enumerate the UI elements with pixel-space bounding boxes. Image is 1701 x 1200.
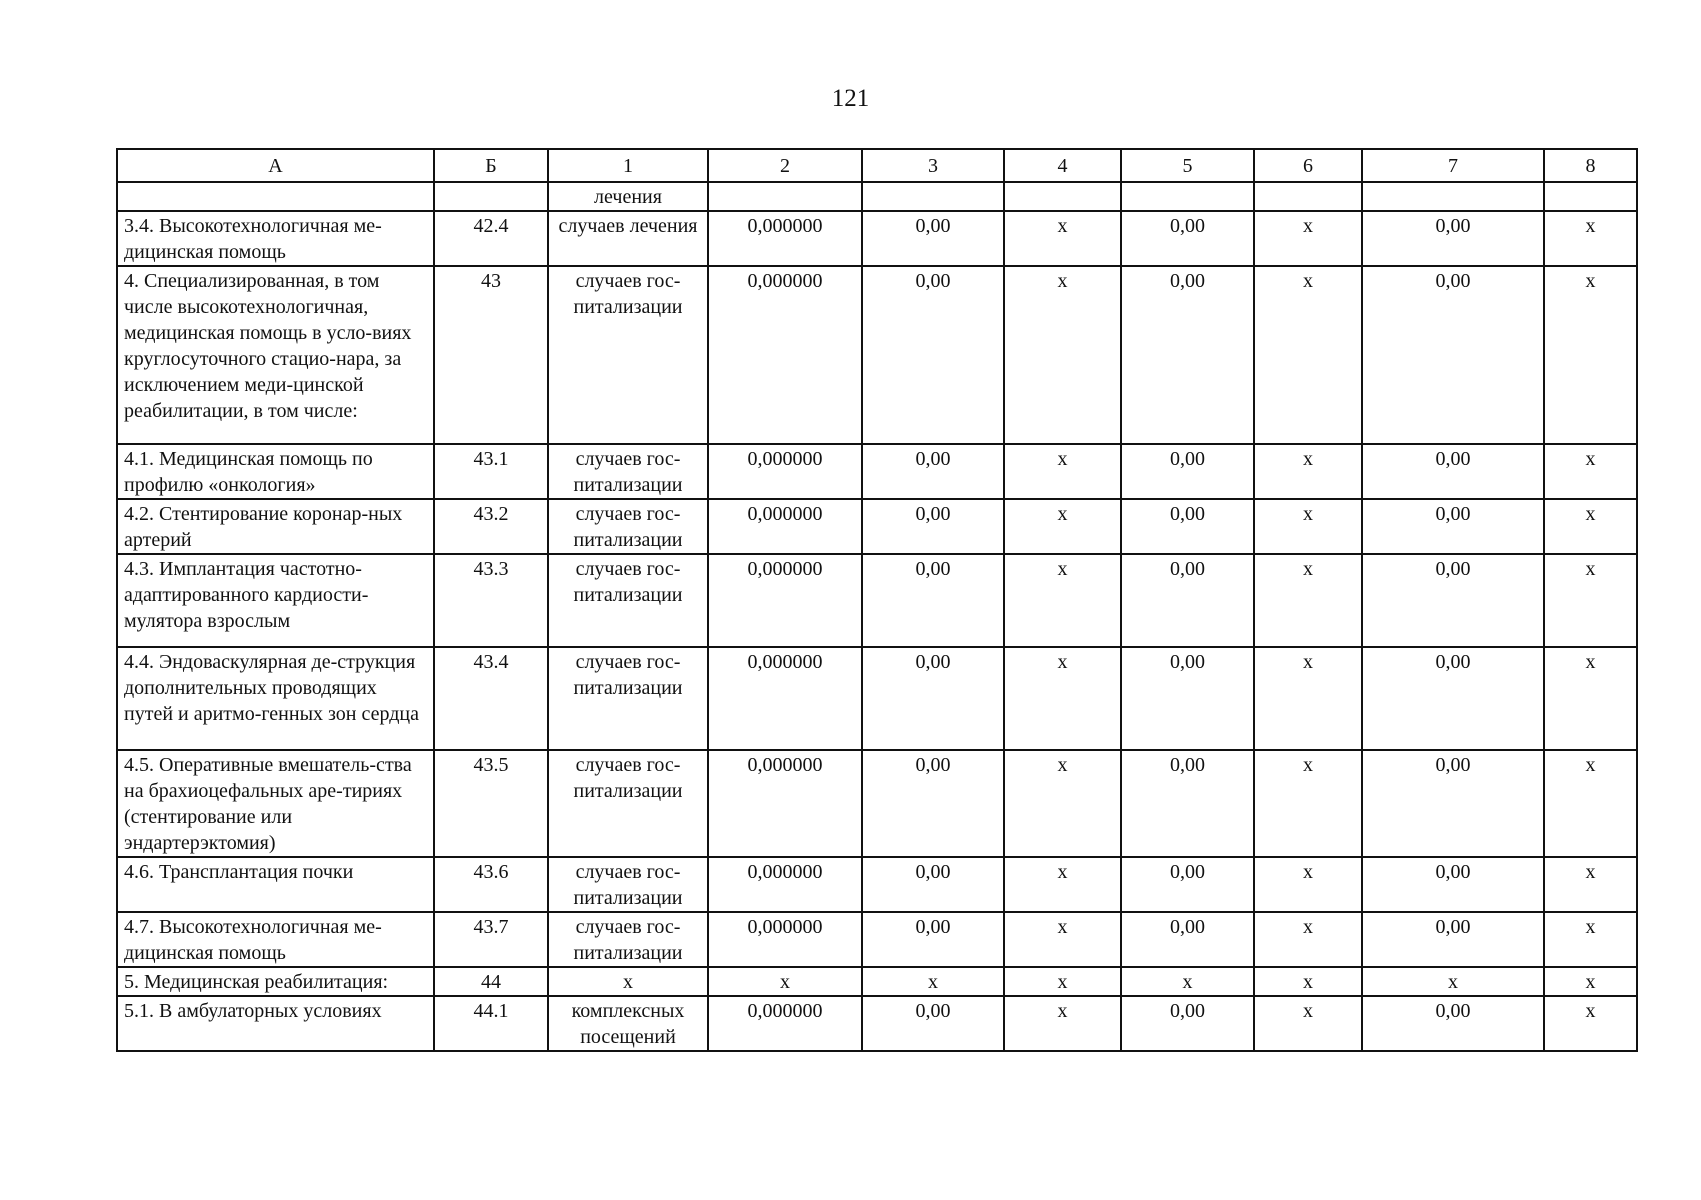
row-value: 0,000000 [708,647,862,750]
row-value: 0,00 [1362,750,1544,857]
table-row [117,444,1637,499]
row-value: 0,000000 [708,857,862,912]
row-value: 0,00 [1362,444,1544,499]
row-value: х [1544,857,1637,912]
row-unit: случаев гос-питализации [548,554,708,647]
page-number: 121 [831,85,870,112]
row-value: х [1254,967,1362,996]
row-value [1544,182,1637,211]
table-row [117,554,1637,647]
column-header: 6 [1254,149,1362,182]
table-row [117,182,1637,211]
row-value: 0,00 [1362,554,1544,647]
row-unit: комплексных посещений [548,996,708,1051]
row-value: 0,000000 [708,266,862,444]
row-value: 0,00 [1121,266,1254,444]
row-value: 0,00 [862,266,1004,444]
row-value: 0,00 [862,750,1004,857]
row-value: 0,00 [862,554,1004,647]
row-value [1004,182,1121,211]
row-value: 0,00 [1121,857,1254,912]
row-value: 0,000000 [708,996,862,1051]
row-name: 4.5. Оперативные вмешатель-ства на брахиоцефальных аре-тириях (стентирование или эндартерэктомия) [117,750,434,857]
row-value: х [1254,211,1362,266]
table-row [117,211,1637,266]
row-unit: лечения [548,182,708,211]
row-value: х [1004,647,1121,750]
row-name [117,182,434,211]
row-unit: случаев гос-питализации [548,647,708,750]
row-value: 0,00 [862,912,1004,967]
row-value [862,182,1004,211]
row-value: х [1004,266,1121,444]
row-value: 0,00 [1362,211,1544,266]
row-value: 0,00 [862,211,1004,266]
table-row [117,266,1637,444]
table-row [117,499,1637,554]
row-value: х [1004,554,1121,647]
table-row [117,857,1637,912]
row-code: 43.5 [434,750,548,857]
row-unit: случаев гос-питализации [548,444,708,499]
column-header: 5 [1121,149,1254,182]
row-value: 0,00 [1121,211,1254,266]
row-value: х [1254,912,1362,967]
row-value: 0,00 [862,647,1004,750]
row-value: х [1544,211,1637,266]
row-value: х [1004,912,1121,967]
row-value: х [1254,444,1362,499]
row-value: х [1004,750,1121,857]
row-value: х [1254,647,1362,750]
row-value: х [1544,912,1637,967]
row-unit: случаев гос-питализации [548,857,708,912]
column-header: Б [434,149,548,182]
row-unit: случаев гос-питализации [548,912,708,967]
column-header: 2 [708,149,862,182]
row-name: 4.7. Высокотехнологичная ме-дицинская помощь [117,912,434,967]
table-row [117,996,1637,1051]
row-value: 0,00 [1121,554,1254,647]
row-value: 0,00 [1121,499,1254,554]
row-code: 44.1 [434,996,548,1051]
row-unit: случаев гос-питализации [548,499,708,554]
row-unit: случаев гос-питализации [548,266,708,444]
row-value: х [1254,266,1362,444]
row-value: 0,00 [1121,996,1254,1051]
row-value: х [1544,647,1637,750]
row-value: 0,00 [1121,912,1254,967]
row-code: 44 [434,967,548,996]
row-value: 0,00 [1121,750,1254,857]
table-row [117,750,1637,857]
row-value: х [1544,996,1637,1051]
row-value: х [1004,967,1121,996]
row-value: 0,00 [1362,857,1544,912]
row-value: 0,00 [1362,266,1544,444]
row-value: 0,00 [862,444,1004,499]
table-row [117,967,1637,996]
row-value: 0,00 [862,499,1004,554]
row-value [1362,182,1544,211]
row-name: 4. Специализированная, в том числе высокотехнологичная, медицинская помощь в усло-виях круглосуточного стацио-нара, за исключением меди-цинской реабилитации, в том числе: [117,266,434,444]
row-value: х [1544,967,1637,996]
row-code [434,182,548,211]
row-code: 43.2 [434,499,548,554]
row-code: 42.4 [434,211,548,266]
row-value [1121,182,1254,211]
row-unit: случаев лечения [548,211,708,266]
row-value: 0,00 [1362,499,1544,554]
row-value: х [1254,499,1362,554]
row-value: х [862,967,1004,996]
row-unit: случаев гос-питализации [548,750,708,857]
table-row [117,912,1637,967]
row-value: х [1254,996,1362,1051]
column-header: 1 [548,149,708,182]
data-table [116,148,1638,1052]
row-name: 5.1. В амбулаторных условиях [117,996,434,1051]
row-code: 43.1 [434,444,548,499]
row-name: 4.6. Трансплантация почки [117,857,434,912]
row-value: х [1544,499,1637,554]
row-value: х [1254,554,1362,647]
row-value: 0,000000 [708,554,862,647]
column-header: 7 [1362,149,1544,182]
column-header: 4 [1004,149,1121,182]
row-value: х [1004,211,1121,266]
row-value: х [1004,444,1121,499]
row-unit: х [548,967,708,996]
row-value: 0,000000 [708,912,862,967]
row-value: 0,00 [862,857,1004,912]
row-name: 4.3. Имплантация частотно-адаптированного кардиости-мулятора взрослым [117,554,434,647]
table-header-row [117,149,1637,182]
column-header: 8 [1544,149,1637,182]
row-value: 0,00 [1121,647,1254,750]
row-value: х [1121,967,1254,996]
row-name: 3.4. Высокотехнологичная ме-дицинская помощь [117,211,434,266]
row-name: 4.1. Медицинская помощь по профилю «онкология» [117,444,434,499]
row-value: х [1544,750,1637,857]
row-value: х [1544,554,1637,647]
row-name: 4.4. Эндоваскулярная де-струкция дополнительных проводящих путей и аритмо-генных зон сердца [117,647,434,750]
row-value: 0,00 [1362,996,1544,1051]
row-value: 0,00 [862,996,1004,1051]
row-value: 0,000000 [708,444,862,499]
row-value: 0,00 [1362,912,1544,967]
row-code: 43.6 [434,857,548,912]
row-value [708,182,862,211]
row-value: х [1004,857,1121,912]
row-code: 43.7 [434,912,548,967]
row-name: 4.2. Стентирование коронар-ных артерий [117,499,434,554]
row-value: х [708,967,862,996]
row-name: 5. Медицинская реабилитация: [117,967,434,996]
row-code: 43 [434,266,548,444]
row-code: 43.4 [434,647,548,750]
row-value: 0,00 [1362,647,1544,750]
row-value: х [1544,266,1637,444]
row-value [1254,182,1362,211]
row-code: 43.3 [434,554,548,647]
row-value: 0,000000 [708,499,862,554]
column-header: 3 [862,149,1004,182]
row-value: х [1362,967,1544,996]
column-header: А [117,149,434,182]
row-value: 0,000000 [708,211,862,266]
row-value: х [1004,499,1121,554]
row-value: х [1544,444,1637,499]
row-value: 0,00 [1121,444,1254,499]
table-row [117,647,1637,750]
row-value: х [1004,996,1121,1051]
row-value: 0,000000 [708,750,862,857]
row-value: х [1254,857,1362,912]
row-value: х [1254,750,1362,857]
